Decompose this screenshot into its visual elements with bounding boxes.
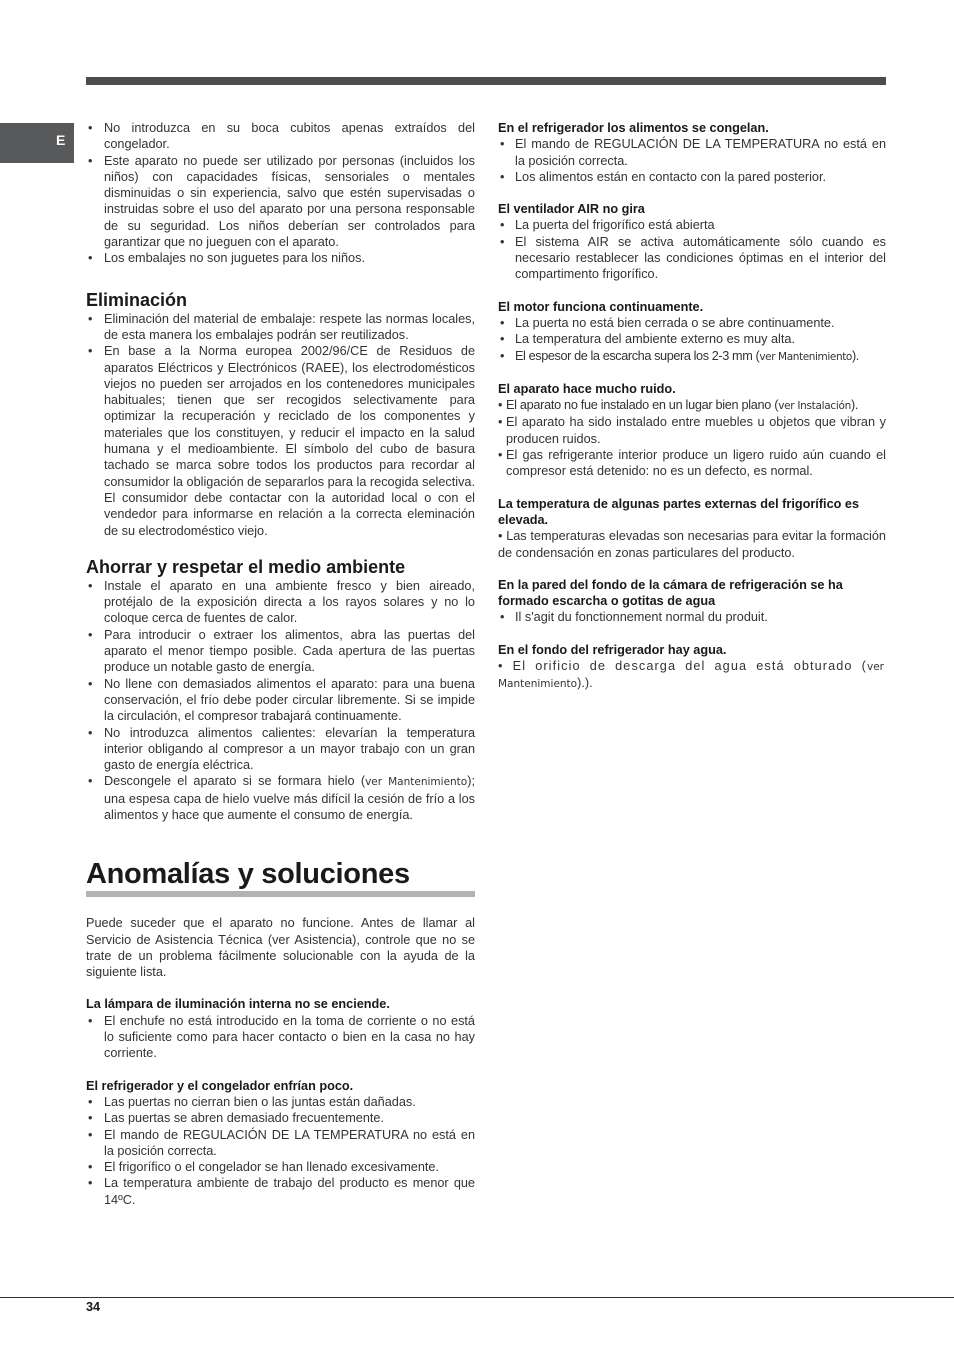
list-item: • La puerta del frigorífico está abierta	[498, 217, 886, 233]
item-text: ).	[850, 398, 859, 413]
item-text: ).).	[577, 676, 593, 691]
list-item: • Las puertas se abren demasiado frecuentemente.	[86, 1110, 475, 1126]
left-column	[86, 120, 475, 1208]
list-item: • La temperatura del ambiente externo es muy alta.	[498, 331, 886, 347]
list-item: • Instale el aparato en una ambiente fresco y bien aireado, protéjalo de la exposición directa a los rayos solares y no lo coloque cerca de fuentes de calor.	[86, 578, 475, 627]
item-text: • El orificio de descarga del agua está obturado (	[498, 659, 867, 674]
item-text: El espesor de la escarcha supera los 2-3 mm (	[515, 348, 760, 363]
page-number: 34	[86, 1300, 101, 1314]
list-item: • El mando de REGULACIÓN DE LA TEMPERATURA no está en la posición correcta.	[498, 136, 886, 169]
list-item: • Este aparato no puede ser utilizado por personas (incluidos los niños) con capacidades físicas, sensoriales o mentales disminuidas o sin experiencia, salvo que estén supervisadas o instruidas sobre el uso del aparato por una persona responsable de su seguridad. Los niños deberían ser controlados para garantizar que no jueguen con el aparato.	[86, 153, 475, 251]
cross-reference: ver Mantenimiento	[365, 776, 468, 789]
cross-reference: ver Instalación	[778, 400, 851, 413]
solution-list	[498, 609, 886, 625]
item-text: ); una espesa capa de hielo vuelve más difícil la cesión de frío a los alimentos y hace que aumente el consumo de energía.	[104, 774, 475, 822]
chapter-title: Anomalías y soluciones	[86, 857, 475, 897]
list-item: • En base a la Norma europea 2002/96/CE de Residuos de aparatos Eléctricos y Electrónicos (RAEE), los electrodomésticos viejos no pueden ser arrojados en los contenedores municipales habituales; tienen que ser recogidos selectivamente para optimizar la recuperación y reciclado de los componentes y materiales que los constituyen, y reducir el impacto en la salud humana y el medioambiente. El símbolo del cubo de basura tachado se marca sobre todos los productos para recordar al consumidor la obligación de separarlos para la recogida selectiva. El consumidor debe contactar con la autoridad local o con el vendedor para informarse en relación a la correcta eleminación de su electrodoméstico viejo.	[86, 343, 475, 539]
solution-list	[86, 1094, 475, 1208]
list-item: • No llene con demasiados alimentos el aparato: para una buena conservación, el frío debe poder circular libremente. Si se impide la circulación, el compresor trabajará continuamente.	[86, 676, 475, 725]
solution-list	[498, 217, 886, 282]
item-text: ).	[851, 348, 859, 363]
problem-heading: El aparato hace mucho ruido.	[498, 381, 676, 396]
section-title-eliminacion: Eliminación	[86, 289, 188, 310]
list-item: • Los alimentos están en contacto con la pared posterior.	[498, 169, 886, 185]
ahorrar-list	[86, 578, 475, 823]
list-item: • Las puertas no cierran bien o las juntas están dañadas.	[86, 1094, 475, 1110]
solution-list	[498, 136, 886, 185]
problem-heading: La lámpara de iluminación interna no se enciende.	[86, 997, 390, 1012]
chapter-intro: Puede suceder que el aparato no funcione. Antes de llamar al Servicio de Asistencia Técnica (ver Asistencia), controle que no se trate de un problema fácilmente solucionable con la ayuda de la siguiente lista.	[86, 916, 475, 980]
footer-rule	[0, 1297, 954, 1298]
list-item	[498, 348, 886, 365]
item-text: El aparato no fue instalado en un lugar bien plano (	[506, 398, 779, 413]
list-item: • El gas refrigerante interior produce un ligero ruido aún cuando el compresor está detenido: no es un defecto, es normal.	[498, 447, 886, 480]
list-item: • El mando de REGULACIÓN DE LA TEMPERATURA no está en la posición correcta.	[86, 1127, 475, 1160]
language-tab-label: E	[56, 132, 66, 148]
list-item: • El sistema AIR se activa automáticamente sólo cuando es necesario restablecer las condiciones óptimas en el interior del compartimento frigorífico.	[498, 234, 886, 283]
list-item: • La temperatura ambiente de trabajo del producto es menor que 14ºC.	[86, 1175, 475, 1208]
solution-text: • Las temperaturas elevadas son necesarias para evitar la formación de condensación en zonas particulares del producto.	[498, 529, 886, 560]
solution-list	[86, 1013, 475, 1062]
top-rule	[86, 77, 886, 85]
solution-text	[498, 658, 886, 693]
list-item: • El enchufe no está introducido en la toma de corriente o no está lo suficiente como para hacer contacto o bien en la casa no hay corriente.	[86, 1013, 475, 1062]
solution-list	[498, 397, 886, 479]
list-item: • El aparato ha sido instalado entre muebles u objetos que vibran y producen ruidos.	[498, 414, 886, 447]
problem-heading: La temperatura de algunas partes externas del frigorífico es elevada.	[498, 496, 860, 527]
section-title-ahorrar: Ahorrar y respetar el medio ambiente	[86, 556, 406, 577]
list-item	[498, 397, 886, 414]
list-item: • Para introducir o extraer los alimentos, abra las puertas del aparato el menor tiempo posible. Cada apertura de las puertas produce un notable gasto de energía.	[86, 627, 475, 676]
safety-list	[86, 120, 475, 267]
eliminacion-list	[86, 311, 475, 539]
item-text: Descongele el aparato si se formara hielo (	[104, 774, 366, 789]
problem-heading: El ventilador AIR no gira	[498, 202, 645, 217]
list-item: • El frigorífico o el congelador se han llenado excesivamente.	[86, 1159, 475, 1175]
solution-list	[498, 315, 886, 365]
problem-heading: El motor funciona continuamente.	[498, 299, 704, 314]
problem-heading: En el refrigerador los alimentos se congelan.	[498, 121, 769, 135]
list-item: • Eliminación del material de embalaje: respete las normas locales, de esta manera los embalajes podrán ser reutilizados.	[86, 311, 475, 344]
cross-reference: ver Mantenimiento	[498, 661, 884, 691]
cross-reference: ver Mantenimiento	[759, 350, 852, 363]
right-column	[498, 120, 886, 693]
list-item: • La puerta no está bien cerrada o se abre continuamente.	[498, 315, 886, 331]
problem-heading: En el fondo del refrigerador hay agua.	[498, 642, 727, 657]
list-item: • Los embalajes no son juguetes para los niños.	[86, 250, 475, 266]
language-tab	[0, 123, 74, 163]
list-item: • Il s'agit du fonctionnement normal du produit.	[498, 609, 886, 625]
list-item: • No introduzca alimentos calientes: elevarían la temperatura interior obligando al compresor a un mayor trabajo con un gran gasto de energía eléctrica.	[86, 725, 475, 774]
list-item	[86, 773, 475, 823]
problem-heading: El refrigerador y el congelador enfrían poco.	[86, 1078, 354, 1093]
problem-heading: En la pared del fondo de la cámara de refrigeración se ha formado escarcha o gotitas de agua	[498, 577, 843, 609]
list-item: • No introduzca en su boca cubitos apenas extraídos del congelador.	[86, 120, 475, 153]
